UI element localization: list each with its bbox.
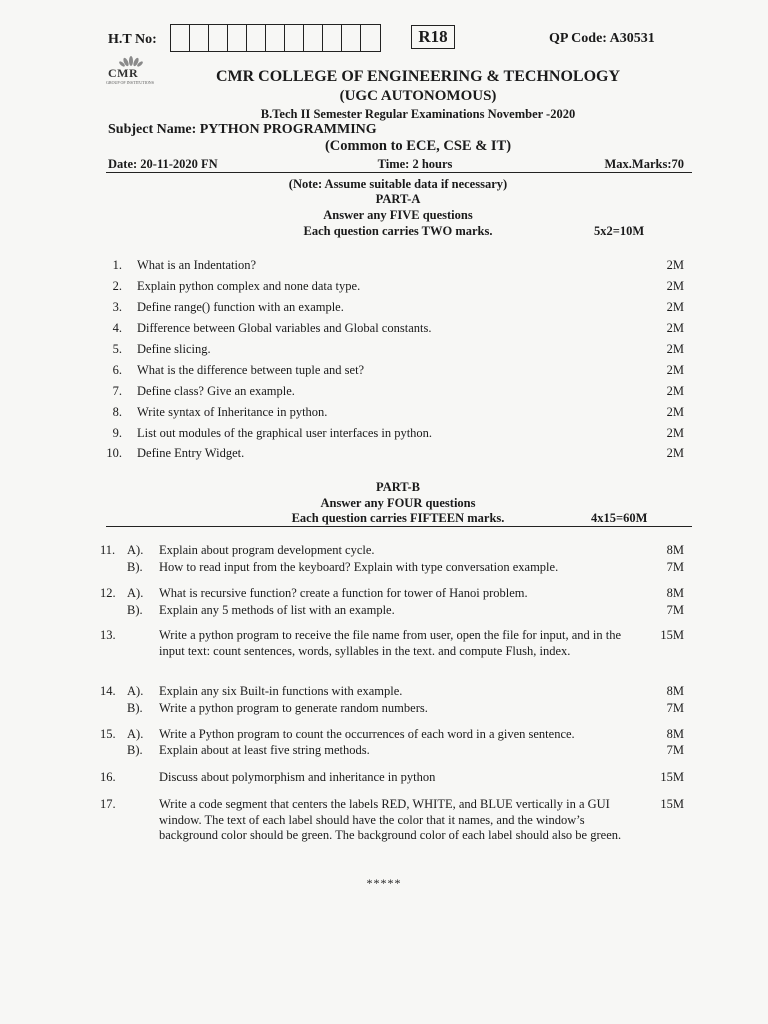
college-name: CMR COLLEGE OF ENGINEERING & TECHNOLOGY [215, 68, 621, 85]
note: (Note: Assume suitable data if necessary) [288, 177, 508, 191]
question-text: Explain any 5 methods of list with an example. [159, 603, 395, 617]
question-marks: 2M [666, 258, 684, 272]
question-text: Define range() function with an example. [137, 300, 344, 314]
question-number: 16. [100, 770, 116, 784]
logo-subtext: GROUP OF INSTITUTIONS [106, 80, 154, 85]
max-marks: Max.Marks:70 [604, 157, 684, 171]
question-number: 11. [100, 543, 116, 557]
question-marks: 2M [666, 321, 684, 335]
question-text: Write a code segment that centers the labels RED, WHITE, and BLUE vertically in a GUI window. The text of each label should have the color that it names, and the window’s background color should be green. The background color of each label should also be green. [159, 797, 622, 842]
hall-ticket-box [323, 25, 342, 51]
exam-date: Date: 20-11-2020 FN [108, 157, 218, 171]
part-b-question [100, 628, 684, 676]
question-text: Explain any six Built-in functions with example. [159, 684, 403, 698]
part-a-question [104, 384, 684, 404]
question-marks: 8M [666, 684, 684, 698]
part-a-question [104, 300, 684, 320]
question-number: 3. [112, 300, 122, 314]
part-a-instruction: Answer any FIVE questions [323, 208, 473, 222]
question-marks: 2M [666, 363, 684, 377]
part-b-question [100, 743, 684, 759]
part-b-question [100, 701, 684, 717]
hall-ticket-box [342, 25, 361, 51]
question-number: 8. [112, 405, 122, 419]
question-marks: 7M [666, 603, 684, 617]
question-marks: 2M [666, 384, 684, 398]
part-a-question [104, 405, 684, 425]
question-text: Define Entry Widget. [137, 446, 245, 460]
question-part: A). [127, 586, 144, 600]
autonomous-status: (UGC AUTONOMOUS) [339, 88, 497, 104]
hall-ticket-box [190, 25, 209, 51]
part-a-question [104, 342, 684, 362]
logo-text: CMR [108, 66, 139, 80]
part-a-question [104, 446, 684, 466]
question-marks: 15M [660, 770, 684, 784]
question-number: 14. [100, 684, 116, 698]
part-b-question [100, 560, 684, 576]
part-a-title: PART-A [375, 192, 421, 206]
question-part: B). [127, 701, 143, 715]
question-part: B). [127, 560, 143, 574]
hall-ticket-box [361, 25, 380, 51]
part-b-question [100, 727, 684, 743]
part-b-question [100, 770, 684, 786]
question-marks: 15M [660, 628, 684, 642]
question-number: 5. [112, 342, 122, 356]
hall-ticket-label: H.T No: [108, 32, 157, 47]
question-text: Write a python program to generate random numbers. [159, 701, 428, 715]
question-part: A). [127, 727, 144, 741]
part-a-question [104, 258, 684, 278]
question-marks: 7M [666, 743, 684, 757]
question-text: Explain python complex and none data type. [137, 279, 361, 293]
question-part: A). [127, 543, 144, 557]
question-number: 9. [112, 426, 122, 440]
question-part: B). [127, 603, 143, 617]
part-b-question [100, 586, 684, 602]
part-a-question [104, 363, 684, 383]
common-branches: (Common to ECE, CSE & IT) [324, 138, 512, 154]
part-a-question [104, 321, 684, 341]
question-number: 2. [112, 279, 122, 293]
question-number: 1. [112, 258, 122, 272]
question-marks: 2M [666, 405, 684, 419]
question-text: Explain about at least five string methods. [159, 743, 370, 757]
question-number: 7. [112, 384, 122, 398]
hall-ticket-box [304, 25, 323, 51]
subject-name: Subject Name: PYTHON PROGRAMMING [108, 122, 377, 137]
question-number: 6. [112, 363, 122, 377]
hall-ticket-box [285, 25, 304, 51]
part-b-each: Each question carries FIFTEEN marks. [291, 511, 505, 525]
question-marks: 8M [666, 543, 684, 557]
question-number: 17. [100, 797, 116, 811]
qp-code: QP Code: A30531 [549, 31, 655, 46]
question-number: 10. [106, 446, 122, 460]
end-mark: ***** [366, 876, 402, 890]
hall-ticket-boxes [170, 24, 381, 52]
question-text: Write a Python program to count the occurrences of each word in a given sentence. [159, 727, 575, 741]
question-text: What is recursive function? create a function for tower of Hanoi problem. [159, 586, 528, 600]
question-number: 12. [100, 586, 116, 600]
question-text: List out modules of the graphical user interfaces in python. [137, 426, 433, 440]
exam-time: Time: 2 hours [377, 157, 453, 171]
question-marks: 7M [666, 560, 684, 574]
part-b-question [100, 543, 684, 559]
hall-ticket-box [247, 25, 266, 51]
regulation-badge: R18 [411, 25, 455, 49]
question-part: B). [127, 743, 143, 757]
part-a-question [104, 426, 684, 446]
question-marks: 2M [666, 342, 684, 356]
question-marks: 2M [666, 300, 684, 314]
question-number: 15. [100, 727, 116, 741]
exam-title: B.Tech II Semester Regular Examinations November -2020 [260, 107, 576, 121]
hall-ticket-box [171, 25, 190, 51]
hall-ticket-box [209, 25, 228, 51]
part-a-question [104, 279, 684, 299]
part-b-marks: 4x15=60M [591, 511, 648, 525]
part-a-each: Each question carries TWO marks. [303, 224, 493, 238]
question-marks: 7M [666, 701, 684, 715]
question-marks: 8M [666, 586, 684, 600]
part-b-instruction: Answer any FOUR questions [320, 496, 476, 510]
question-text: Difference between Global variables and Global constants. [137, 321, 432, 335]
question-text: Define class? Give an example. [137, 384, 295, 398]
question-marks: 8M [666, 727, 684, 741]
question-number: 13. [100, 628, 116, 642]
question-text: How to read input from the keyboard? Explain with type conversation example. [159, 560, 559, 574]
question-text: Write syntax of Inheritance in python. [137, 405, 328, 419]
question-marks: 2M [666, 446, 684, 460]
part-b-question [100, 797, 684, 861]
question-marks: 15M [660, 797, 684, 811]
question-text: What is the difference between tuple and set? [137, 363, 365, 377]
hall-ticket-box [228, 25, 247, 51]
divider [106, 172, 692, 173]
part-b-question [100, 684, 684, 700]
question-marks: 2M [666, 279, 684, 293]
part-b-title: PART-B [375, 480, 420, 494]
question-part: A). [127, 684, 144, 698]
question-number: 4. [112, 321, 122, 335]
question-text: Discuss about polymorphism and inheritance in python [159, 770, 436, 784]
question-text: Define slicing. [137, 342, 211, 356]
part-b-question [100, 603, 684, 619]
question-marks: 2M [666, 426, 684, 440]
question-text: What is an Indentation? [137, 258, 257, 272]
part-a-marks: 5x2=10M [594, 224, 645, 238]
question-text: Explain about program development cycle. [159, 543, 375, 557]
question-text: Write a python program to receive the file name from user, open the file for input, and in the input text: count sentences, words, syllables in the text. and compute Flush, index. [159, 628, 622, 658]
hall-ticket-box [266, 25, 285, 51]
divider [106, 526, 692, 527]
